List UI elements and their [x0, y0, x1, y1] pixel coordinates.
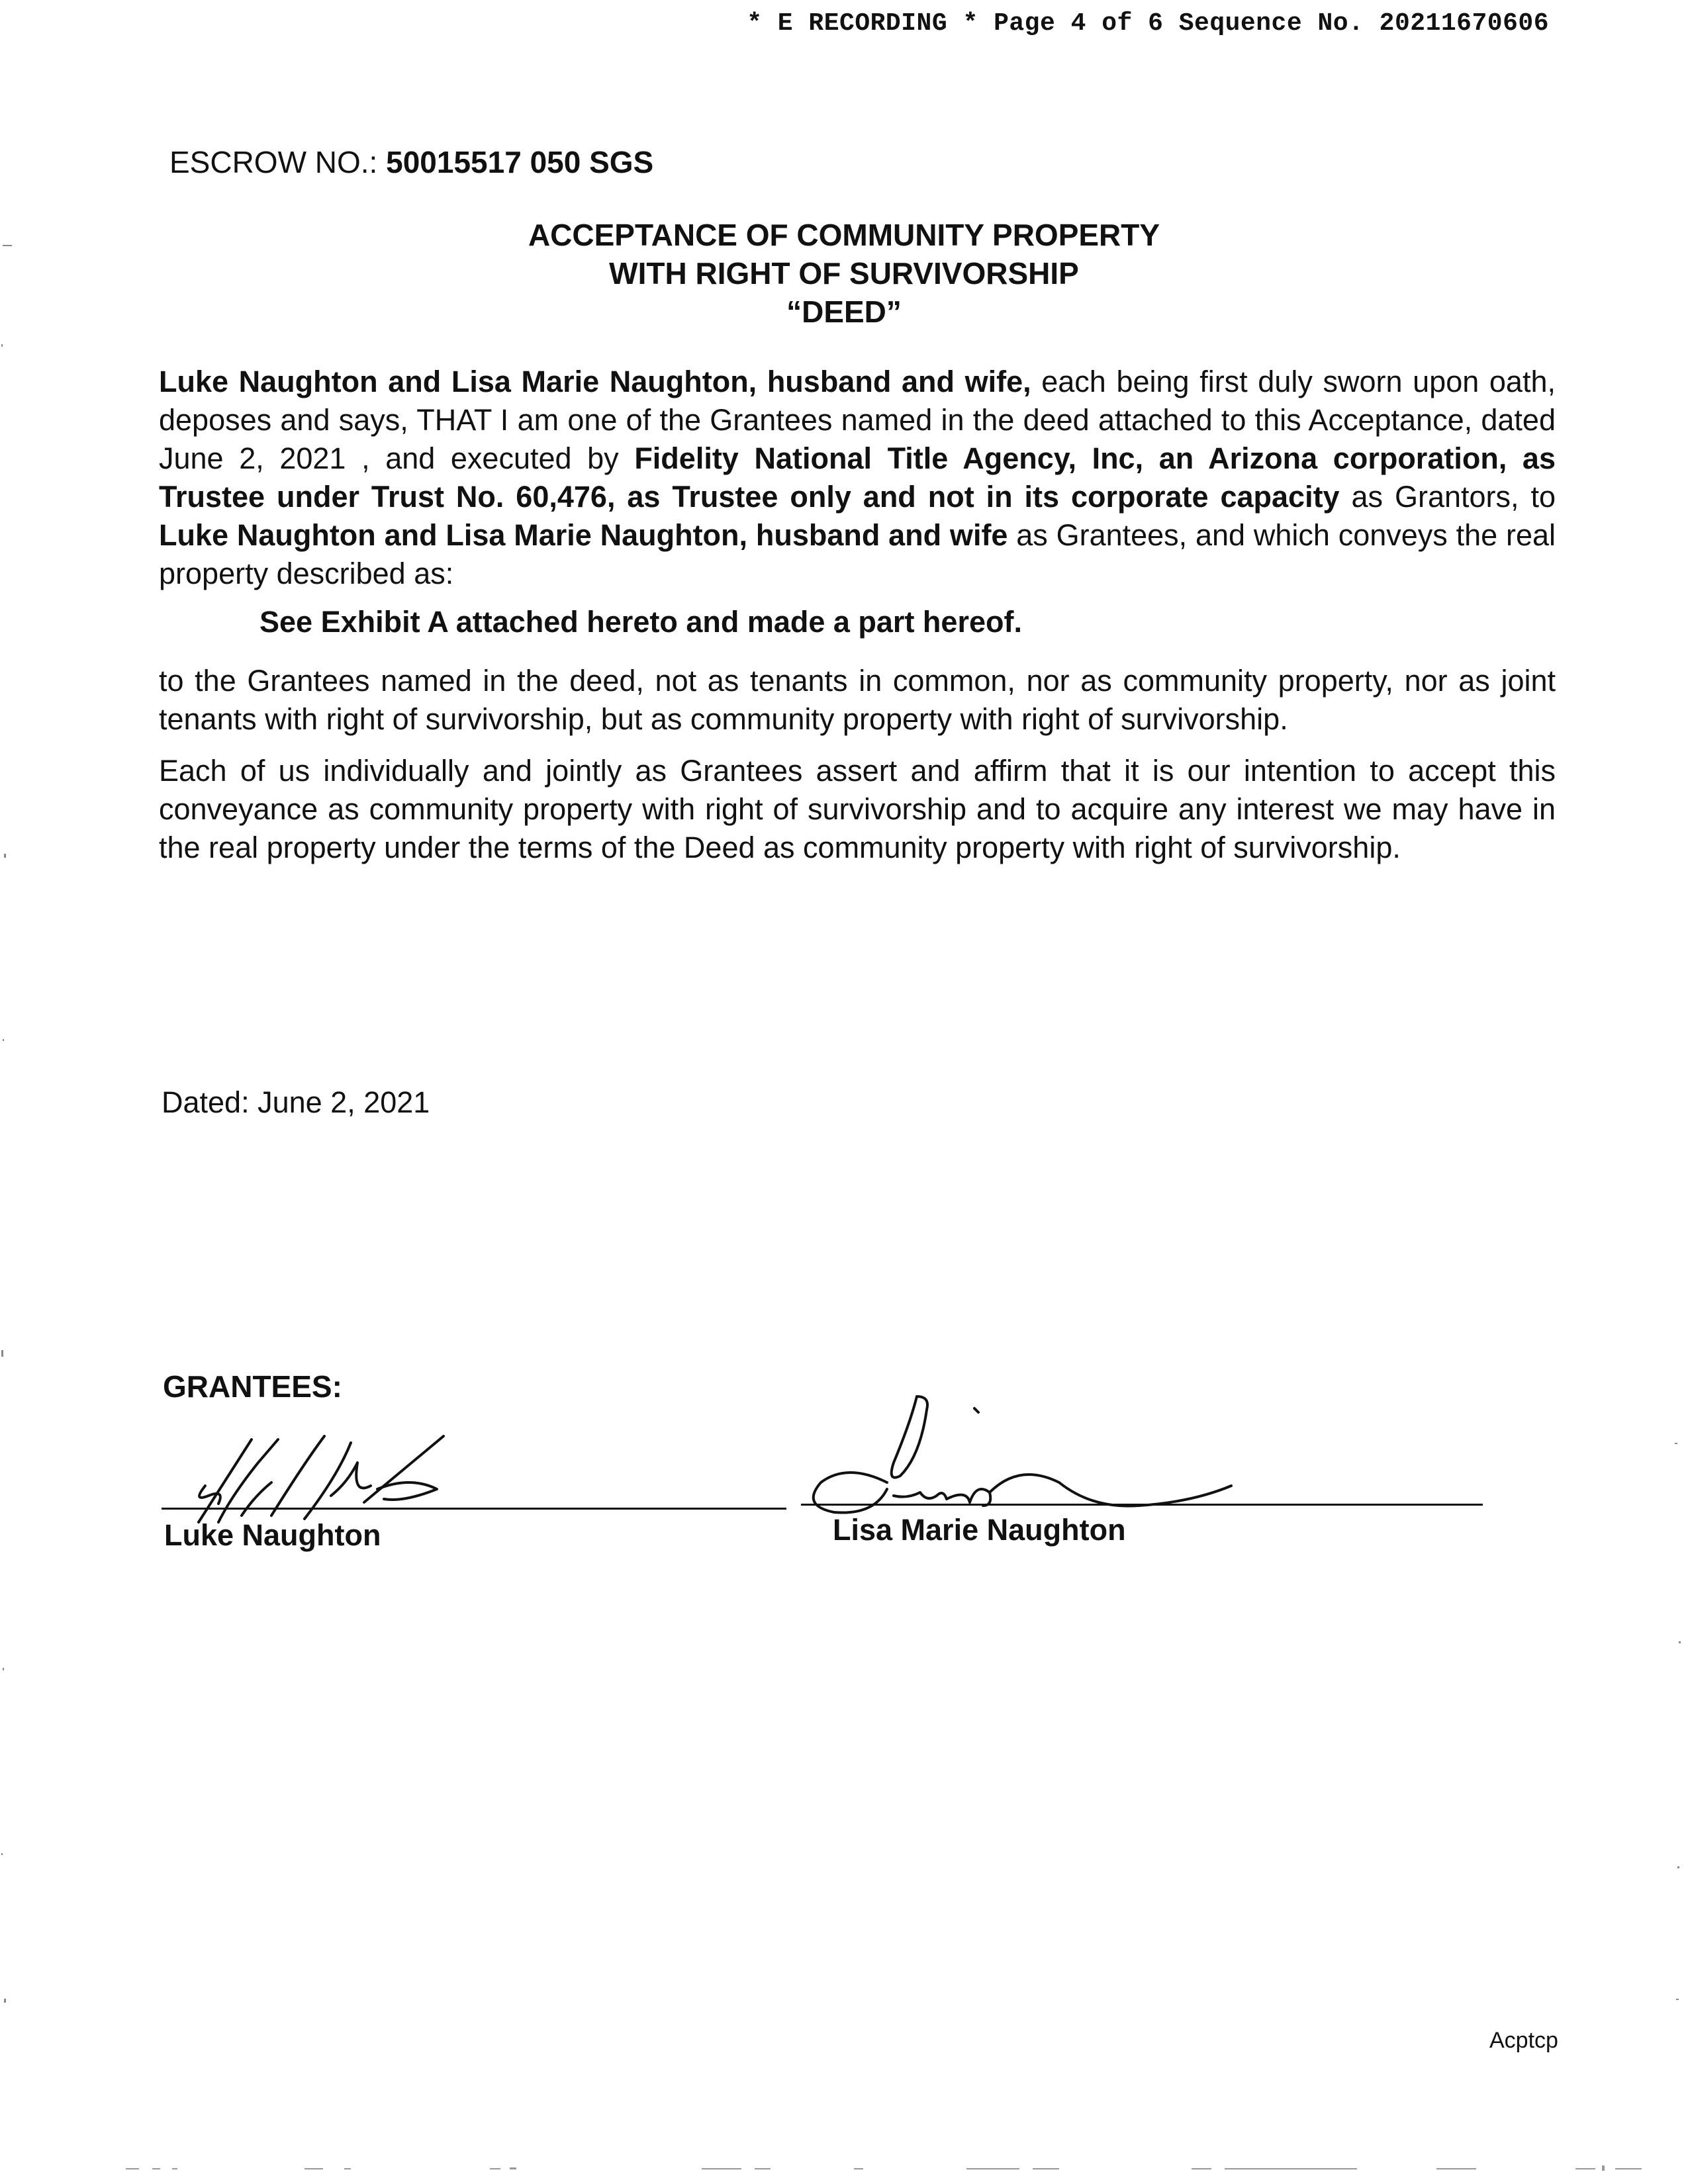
- affirmation-paragraph: Each of us individually and jointly as Grantees assert and affirm that it is our intention to accept this conveyance as community property with right of survivorship and to acquire any interest we may have in the real property under the terms of the Deed as community property with right of survivorship.: [159, 754, 1556, 864]
- document-title: [0, 216, 1688, 331]
- grantees-names-2: Luke Naughton and Lisa Marie Naughton, husband and wife: [159, 518, 1008, 552]
- escrow-line: [169, 144, 653, 180]
- title-line-2: WITH RIGHT OF SURVIVORSHIP: [609, 256, 1079, 291]
- recording-stamp: * E RECORDING * Page 4 of 6 Sequence No. 20211670606: [747, 9, 1549, 38]
- paragraph1-text-b: as Grantors, to: [1339, 480, 1556, 514]
- signer-name-1: Luke Naughton: [164, 1518, 381, 1552]
- form-code: Acptcp: [1489, 2028, 1558, 2053]
- exhibit-reference: See Exhibit A attached hereto and made a part hereof.: [259, 605, 1022, 639]
- signature-line-2: [801, 1504, 1483, 1506]
- escrow-number: 50015517 050 SGS: [386, 145, 654, 179]
- grantor-name: Fidelity National Title Agency, Inc, an Arizona corporation, as Trustee under Trust No. 60,476, as Trustee only and not in its corporate capacity: [159, 441, 1556, 514]
- signature-luke-naughton: [179, 1423, 496, 1529]
- sworn-statement-paragraph: [159, 363, 1556, 593]
- title-line-1: ACCEPTANCE OF COMMUNITY PROPERTY: [528, 218, 1160, 252]
- title-line-3: “DEED”: [786, 295, 902, 329]
- paragraph1-text-c: as Grantees, and which conveys the real property described as:: [159, 518, 1556, 590]
- signer-name-2: Lisa Marie Naughton: [833, 1513, 1126, 1547]
- escrow-label: ESCROW NO.:: [169, 145, 387, 179]
- tenancy-paragraph: to the Grantees named in the deed, not as tenants in common, nor as community property, nor as joint tenants with right of survivorship, but as community property with right of survivorship.: [159, 664, 1556, 736]
- dated-line: Dated: June 2, 2021: [162, 1085, 430, 1119]
- grantees-names: Luke Naughton and Lisa Marie Naughton, husband and wife,: [159, 365, 1031, 398]
- signature-line-1: [162, 1508, 786, 1510]
- grantees-label: GRANTEES:: [163, 1369, 342, 1404]
- paragraph1-text-a: each being first duly sworn upon oath, deposes and says, THAT I am one of the Grantees named in the deed attached to this Acceptance, dated June 2, 2021 , and executed by: [159, 365, 1556, 475]
